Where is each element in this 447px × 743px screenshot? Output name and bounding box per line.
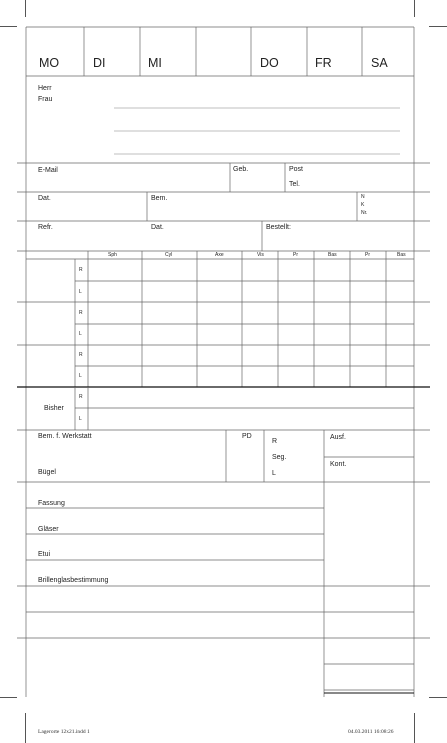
ordered-label: Bestellt:: [266, 224, 291, 231]
email-label: E-Mail: [38, 167, 58, 174]
temple-label: Bügel: [38, 469, 56, 476]
day-label: DO: [260, 56, 279, 70]
rx-col-header: Bas: [328, 252, 337, 258]
nk-n-label: N: [361, 194, 365, 200]
post-label: Post: [289, 166, 304, 173]
segment-label: Seg.: [272, 454, 287, 461]
salutation-frau: Frau: [38, 96, 53, 103]
nk-k-label: K: [361, 202, 365, 208]
rx-col-header: Cyl: [165, 252, 173, 258]
nk-nr-label: Nr.: [361, 210, 368, 216]
eye-left-label: L: [79, 331, 82, 337]
footer-file: Lagerorte 12x21.indd 1: [38, 729, 90, 735]
birth-label: Geb.: [233, 166, 249, 173]
rx-col-header: Axe: [215, 252, 224, 258]
rx-col-header: Bas: [397, 252, 406, 258]
workshop-remark-label: Bem. f. Werkstatt: [38, 433, 92, 440]
rx-col-header: Sph: [108, 252, 117, 258]
eye-right-label: R: [79, 394, 83, 400]
eye-right-label: R: [79, 352, 83, 358]
eye-left-label: L: [79, 373, 82, 379]
eye-right-label: R: [79, 310, 83, 316]
lens-determination-label: Brillenglasbestimmung: [38, 577, 109, 584]
case-label: Etui: [38, 551, 51, 558]
eye-left-label: L: [79, 289, 82, 295]
remark-label: Bem.: [151, 195, 168, 202]
previous-label: Bisher: [44, 405, 64, 412]
refraction-label: Refr.: [38, 224, 53, 231]
rx-col-header: Pr: [365, 252, 370, 258]
execution-label: Ausf.: [330, 434, 346, 441]
day-label: DI: [93, 56, 106, 70]
eye-right-label: R: [79, 267, 83, 273]
day-label: FR: [315, 56, 332, 70]
day-label: MO: [39, 56, 60, 70]
pd-label: PD: [242, 433, 252, 440]
contact-lens-label: Kont.: [330, 461, 347, 468]
pd-left-label: L: [272, 470, 276, 477]
rx-col-header: Vis: [257, 252, 264, 258]
day-label: SA: [371, 56, 388, 70]
pd-right-label: R: [272, 438, 278, 445]
eye-left-label: L: [79, 416, 82, 422]
footer-timestamp: 04.03.2011 16:08:26: [348, 729, 394, 735]
frame-label: Fassung: [38, 500, 65, 507]
salutation-herr: Herr: [38, 85, 52, 92]
rx-col-header: Pr: [293, 252, 298, 258]
tel-label: Tel.: [289, 181, 300, 188]
day-label: MI: [148, 56, 162, 70]
refraction-date-label: Dat.: [151, 224, 164, 231]
date-label: Dat.: [38, 195, 51, 202]
lenses-label: Gläser: [38, 526, 59, 533]
